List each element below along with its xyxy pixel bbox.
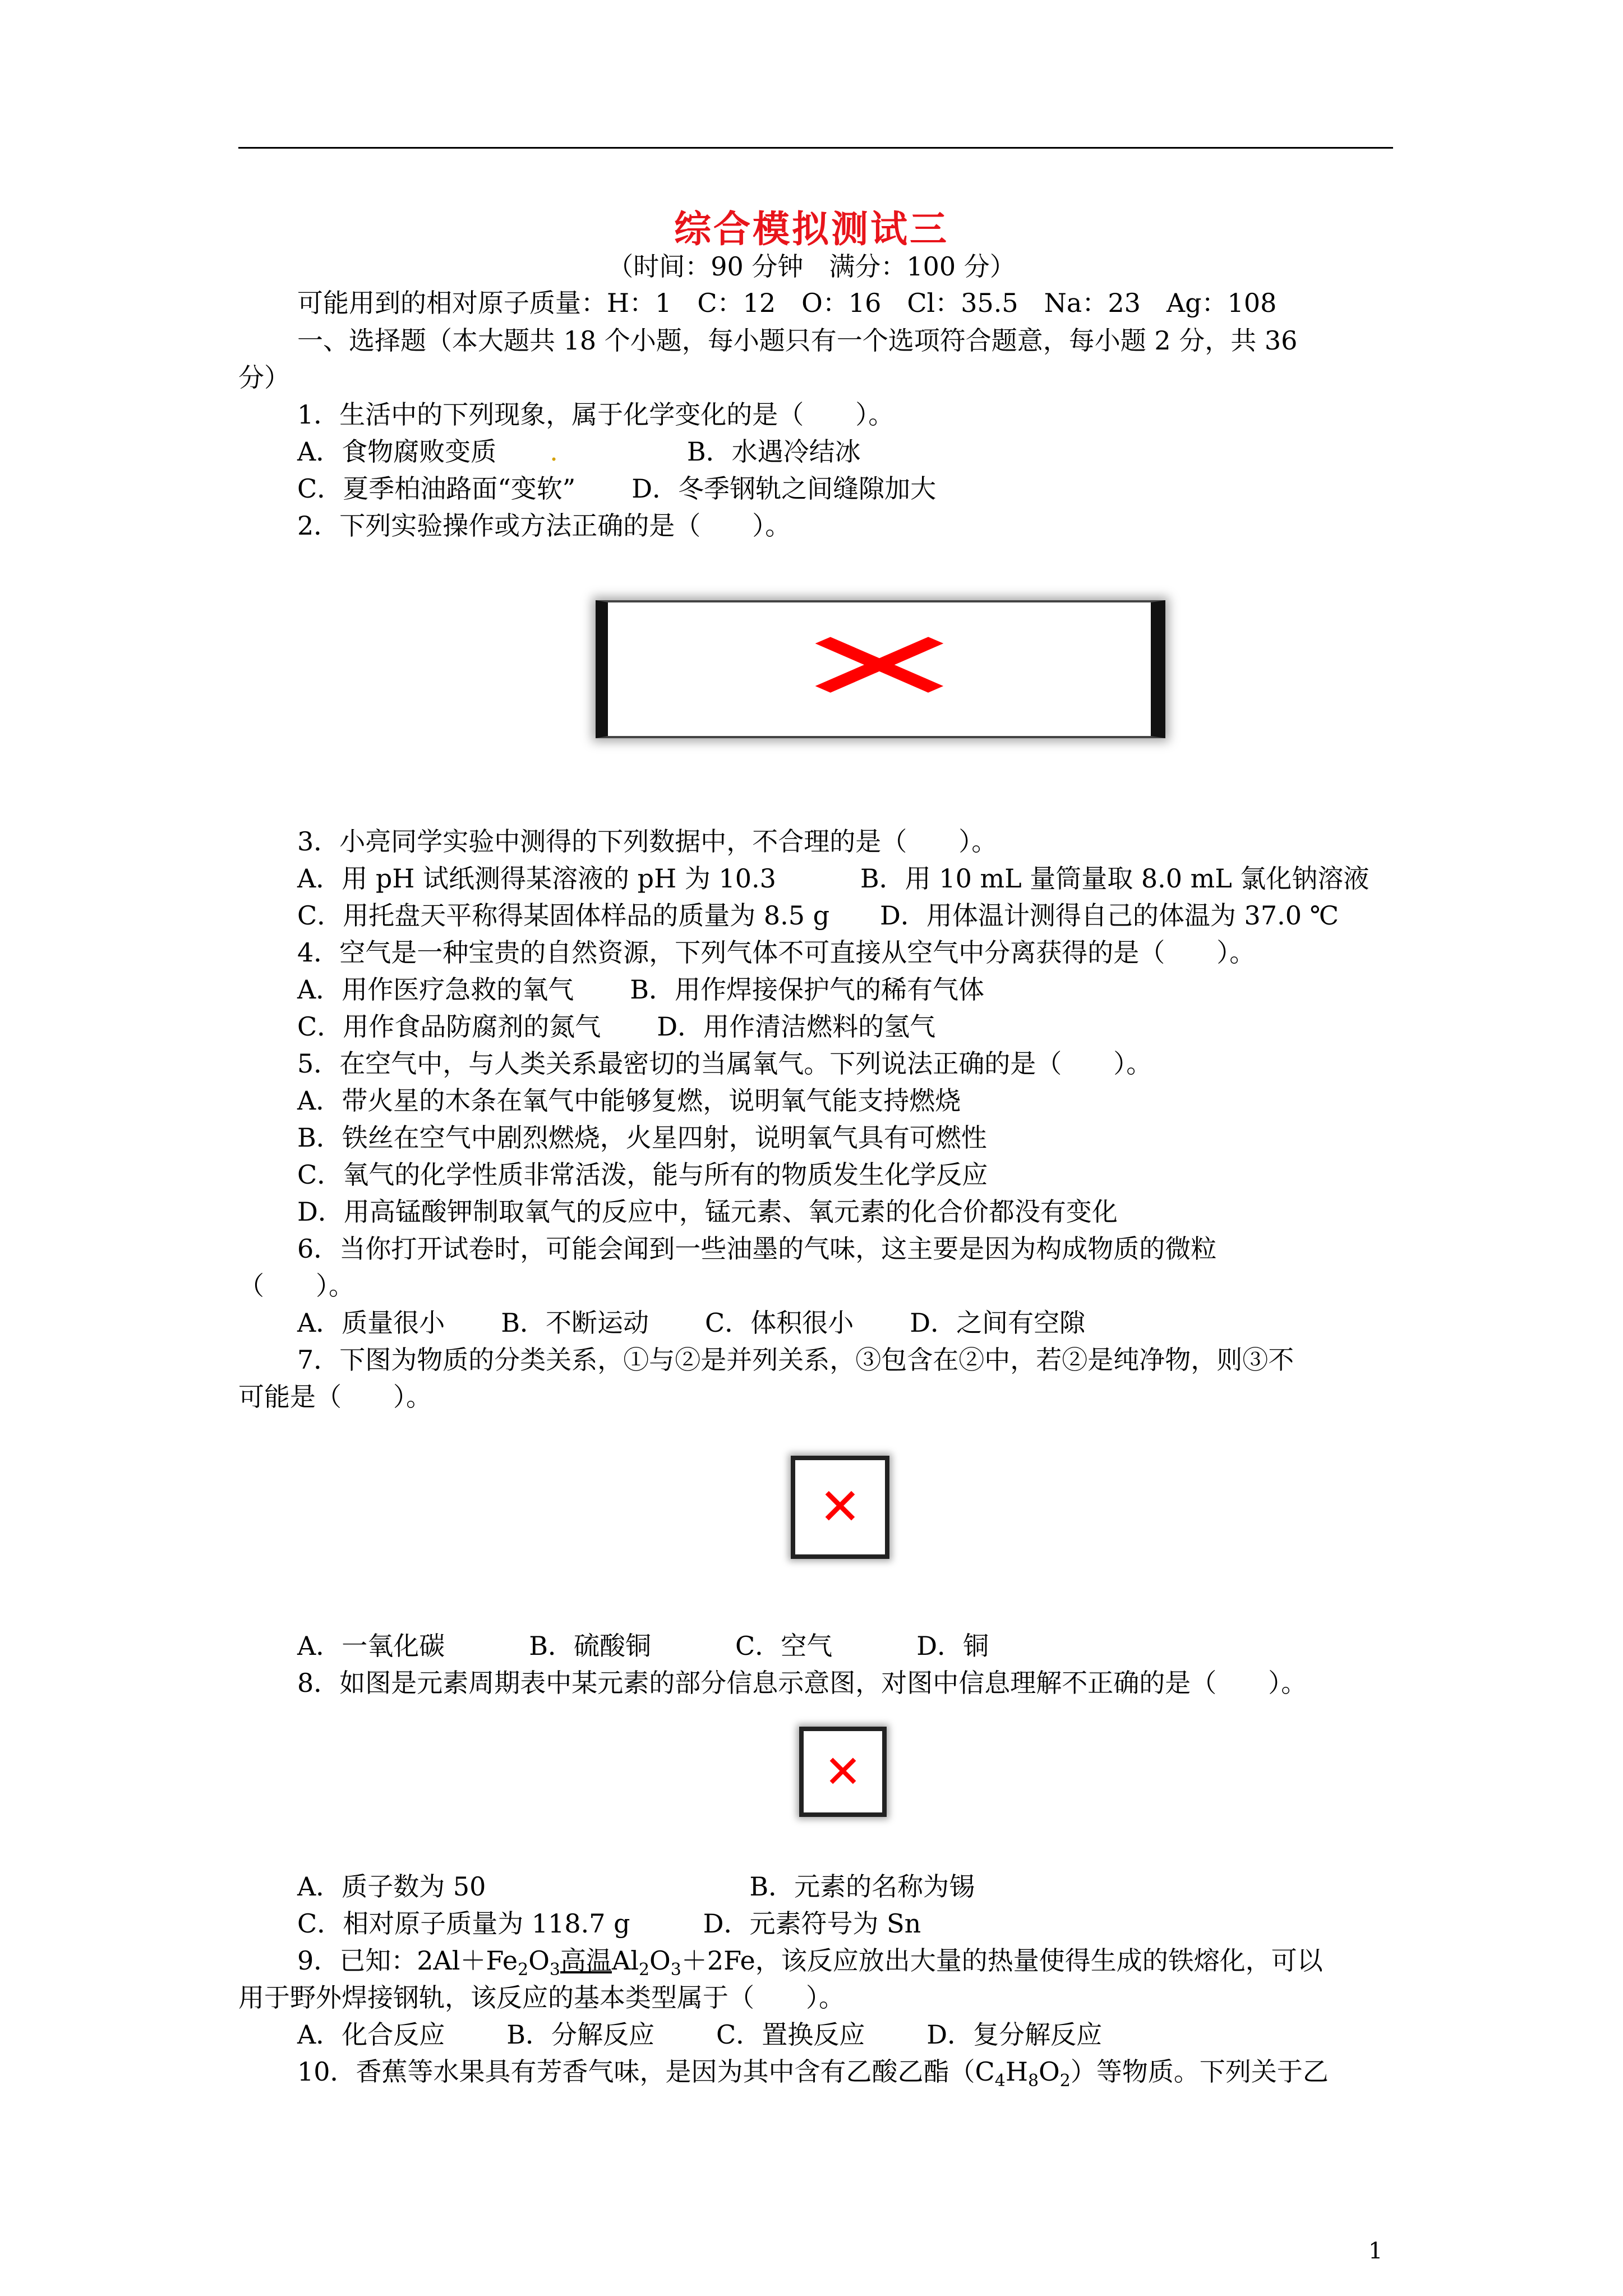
q8-options-row1 (297, 1870, 975, 1903)
red-x-icon: ✕ (824, 1746, 862, 1798)
q1-option-d: D．冬季钢轨之间缝隙加大 (631, 473, 937, 504)
section1-heading: 一、选择题（本大题共 18 个小题，每小题只有一个选项符合题意，每小题 2 分，共 36 (297, 325, 1298, 356)
q1-stem: 1．生活中的下列现象，属于化学变化的是（ ）。 (297, 399, 895, 430)
q4-options-row1 (297, 973, 984, 1006)
q6-options (297, 1306, 1085, 1340)
q1-option-c: C．夏季柏油路面“变软” (297, 473, 576, 504)
broken-image-placeholder (799, 1727, 887, 1817)
q6-option-c: C．体积很小 (705, 1308, 854, 1338)
q4-option-a: A．用作医疗急救的氧气 (297, 974, 574, 1005)
section1-heading-cont: 分） (238, 362, 290, 393)
q6-option-a: A．质量很小 (297, 1308, 445, 1338)
q6-option-b: B．不断运动 (501, 1308, 649, 1338)
header-rule (238, 147, 1393, 149)
q8-option-b: B．元素的名称为锡 (749, 1871, 975, 1902)
q9-stem-cont: 用于野外焊接钢轨，该反应的基本类型属于（ ）。 (238, 1982, 845, 2013)
q3-options-row2 (297, 899, 1339, 932)
exam-subtitle: （时间：90 分钟 满分：100 分） (607, 251, 1016, 282)
q8-stem: 8．如图是元素周期表中某元素的部分信息示意图，对图中信息理解不正确的是（ ）。 (297, 1668, 1307, 1698)
q5-stem: 5．在空气中，与人类关系最密切的当属氧气。下列说法正确的是（ ）。 (297, 1048, 1152, 1079)
q4-option-c: C．用作食品防腐剂的氮气 (297, 1011, 601, 1042)
q4-option-b: B．用作焊接保护气的稀有气体 (630, 974, 985, 1005)
q3-options-row1 (297, 862, 1369, 895)
q8-option-a: A．质子数为 50 (297, 1871, 486, 1902)
q7-stem: 7．下图为物质的分类关系，①与②是并列关系，③包含在②中，若②是纯净物，则③不 (297, 1345, 1294, 1375)
q1-option-b: B．水遇冷结冰 (686, 436, 861, 467)
q2-stem: 2．下列实验操作或方法正确的是（ ）。 (297, 510, 791, 541)
q1-options-row1 (297, 435, 861, 468)
q7-stem-cont: 可能是（ ）。 (238, 1382, 432, 1412)
q9-option-c: C．置换反应 (716, 2019, 865, 2050)
atomic-masses: 可能用到的相对原子质量：H：1 C：12 O：16 Cl：35.5 Na：23 Ag：108 (297, 288, 1277, 318)
q4-options-row2 (297, 1010, 935, 1043)
page-number: 1 (1368, 2238, 1383, 2264)
q6-option-d: D．之间有空隙 (910, 1308, 1086, 1338)
q9-options (297, 2018, 1102, 2051)
stray-dot: . (550, 436, 558, 467)
q3-option-b: B．用 10 mL 量筒量取 8.0 mL 氯化钠溶液 (860, 863, 1370, 894)
broken-image-placeholder (596, 600, 1165, 738)
q4-option-d: D．用作清洁燃料的氢气 (657, 1011, 936, 1042)
q7-option-d: D．铜 (916, 1631, 989, 1661)
q9-option-d: D．复分解反应 (926, 2019, 1103, 2050)
q9-option-a: A．化合反应 (297, 2019, 445, 2050)
broken-image-placeholder (791, 1456, 889, 1559)
q10-stem: 10．香蕉等水果具有芳香气味，是因为其中含有乙酸乙酯$(C_4H_8O_2)$等物质。下列关于乙 (297, 2056, 1329, 2091)
q3-stem: 3．小亮同学实验中测得的下列数据中，不合理的是（ ）。 (297, 826, 998, 857)
q3-option-c: C．用托盘天平称得某固体样品的质量为 8.5 g (297, 900, 830, 931)
red-x-icon: ✕ (819, 1478, 861, 1536)
q5-option-b: B．铁丝在空气中剧烈燃烧，火星四射，说明氧气具有可燃性 (297, 1122, 987, 1153)
q8-options-row2 (297, 1907, 921, 1940)
q7-options (297, 1629, 989, 1663)
q7-option-b: B．硫酸铜 (529, 1631, 652, 1661)
q8-option-d: D．元素符号为 Sn (703, 1908, 921, 1939)
exam-title: 综合模拟测试三 (674, 208, 949, 251)
q6-stem: 6．当你打开试卷时，可能会闻到一些油墨的气味，这主要是因为构成物质的微粒 (297, 1234, 1217, 1264)
q9-stem: 9．已知：$2Al+Fe_2O_3$高温$Al_2O_3+2Fe$，该反应放出大量的热量使得生成的铁熔化，可以 (297, 1945, 1323, 1980)
q5-option-a: A．带火星的木条在氧气中能够复燃，说明氧气能支持燃烧 (297, 1085, 961, 1116)
q3-option-a: A．用 pH 试纸测得某溶液的 pH 为 10.3 (297, 863, 776, 894)
q4-stem: 4．空气是一种宝贵的自然资源，下列气体不可直接从空气中分离获得的是（ ）。 (297, 937, 1256, 968)
q5-option-d: D．用高锰酸钾制取氧气的反应中，锰元素、氧元素的化合价都没有变化 (297, 1197, 1118, 1227)
q8-option-c: C．相对原子质量为 118.7 g (297, 1908, 630, 1939)
red-x-icon: ✕ (787, 611, 971, 723)
reaction-condition: 高温 (560, 1945, 612, 1976)
q7-option-a: A．一氧化碳 (297, 1631, 445, 1661)
q3-option-d: D．用体温计测得自己的体温为 37.0 ℃ (880, 900, 1339, 931)
q9-option-b: B．分解反应 (506, 2019, 655, 2050)
q6-stem-cont: （ ）。 (238, 1271, 354, 1301)
q1-option-a: A．食物腐败变质 (297, 436, 497, 467)
q1-options-row2 (297, 472, 936, 505)
q7-option-c: C．空气 (735, 1631, 833, 1661)
q5-option-c: C．氧气的化学性质非常活泼，能与所有的物质发生化学反应 (297, 1159, 988, 1190)
